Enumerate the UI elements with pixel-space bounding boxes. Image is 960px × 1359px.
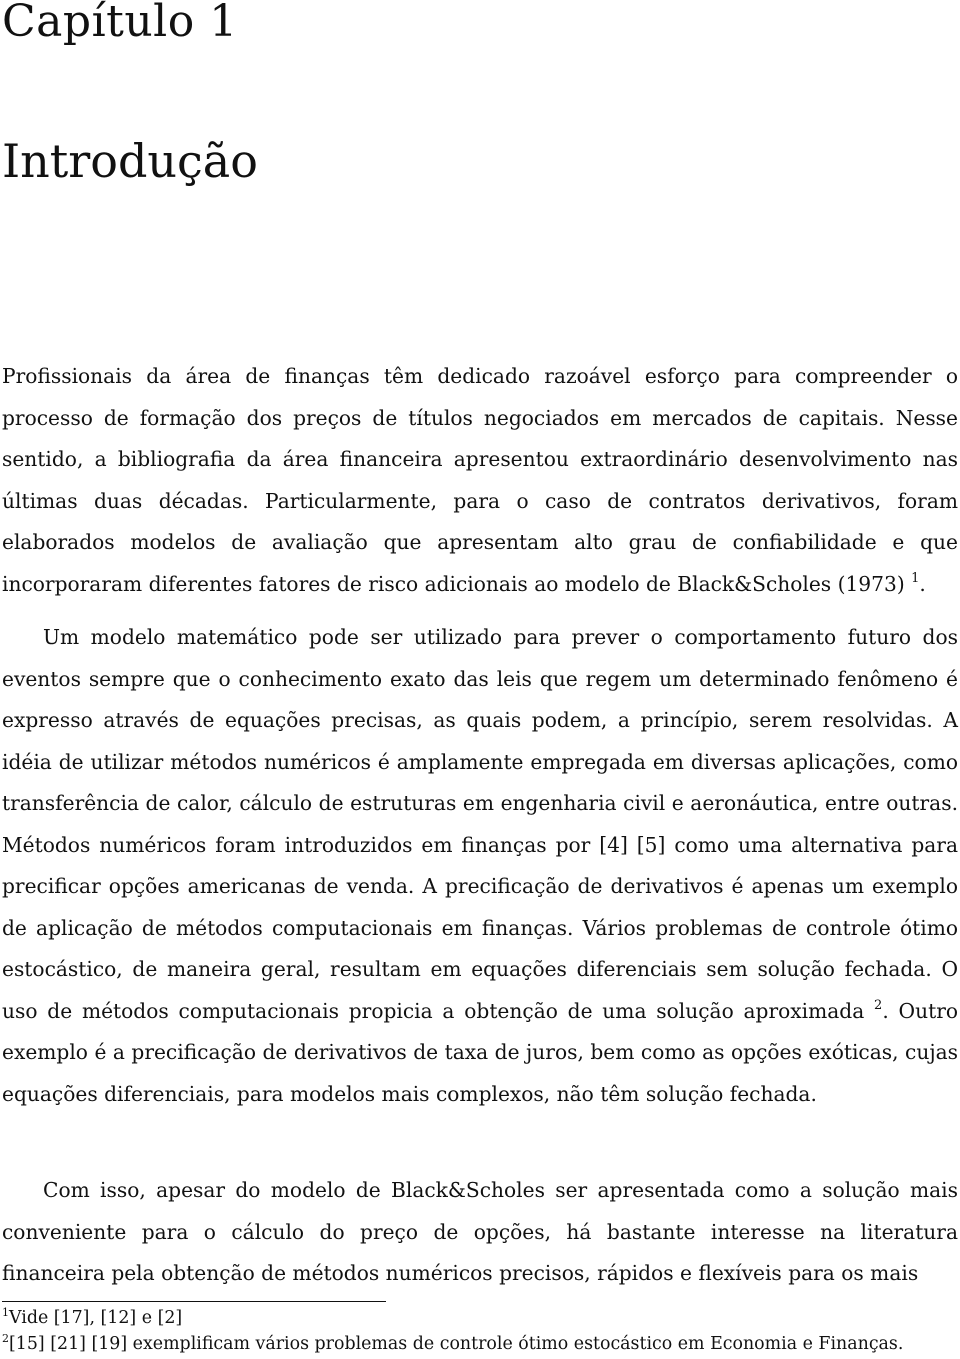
footnote-ref-2: 2	[874, 997, 883, 1013]
paragraph-2-text-a: Um modelo matemático pode ser utilizado para prever o comportamento futuro dos eventos sempre que o conhecimento exato das leis que regem um determinado fenômeno é expresso através de equações precisas, as quais podem, a princípio, serem resolvidas. A idéia de utilizar métodos numéricos é amplamente empregada em diversas aplicações, como transferência de calor, cálculo de estruturas em engenharia civil e aeronáutica, entre outras. Métodos numéricos foram introduzidos em finanças por [4] [5] como uma alternativa para precificar opções americanas de venda. A precificação de derivativos é apenas um exemplo de aplicação de métodos computacionais em finanças. Vários problemas de controle ótimo estocástico, de maneira geral, resultam em equações diferenciais sem solução fechada. O uso de métodos computacionais propicia a obtenção de uma solução aproximada	[2, 625, 958, 1023]
paragraph-1-end: .	[919, 571, 926, 596]
paragraph-1	[2, 356, 958, 605]
footnote-1-text: Vide [17], [12] e [2]	[9, 1308, 183, 1328]
chapter-label: Capítulo 1	[2, 0, 238, 47]
paragraph-2-text-b: . Outro exemplo é a precificação de derivativos de taxa de juros, bem como as opções exóticas, cujas equações diferenciais, para modelos mais complexos, não têm solução fechada.	[2, 998, 958, 1106]
footnote-1-mark: 1	[2, 1306, 9, 1319]
paragraph-3	[2, 1170, 958, 1295]
paragraph-3-text: Com isso, apesar do modelo de Black&Scholes ser apresentada como a solução mais conveniente para o cálculo do preço de opções, há bastante interesse na literatura financeira pela obtenção de métodos numéricos precisos, rápidos e flexíveis para os mais	[2, 1178, 958, 1285]
paragraph-1-text: Profissionais da área de finanças têm dedicado razoável esforço para compreender o processo de formação dos preços de títulos negociados em mercados de capitais. Nesse sentido, a bibliografia da área financeira apresentou extraordinário desenvolvimento nas últimas duas décadas. Particularmente, para o caso de contratos derivativos, foram elaborados modelos de avaliação que apresentam alto grau de confiabilidade e que incorporaram diferentes fatores de risco adicionais ao modelo de Black&Scholes (1973)	[2, 364, 958, 596]
footnote-2-text: [15] [21] [19] exemplificam vários problemas de controle ótimo estocástico em Economia e Finanças.	[9, 1334, 904, 1354]
footnote-ref-1: 1	[911, 570, 920, 586]
paragraph-2	[2, 617, 958, 1115]
section-title: Introdução	[2, 134, 258, 188]
footnote-2	[2, 1334, 958, 1354]
footnote-2-mark: 2	[2, 1332, 9, 1345]
footnote-1	[2, 1308, 958, 1328]
footnote-rule	[2, 1301, 386, 1302]
